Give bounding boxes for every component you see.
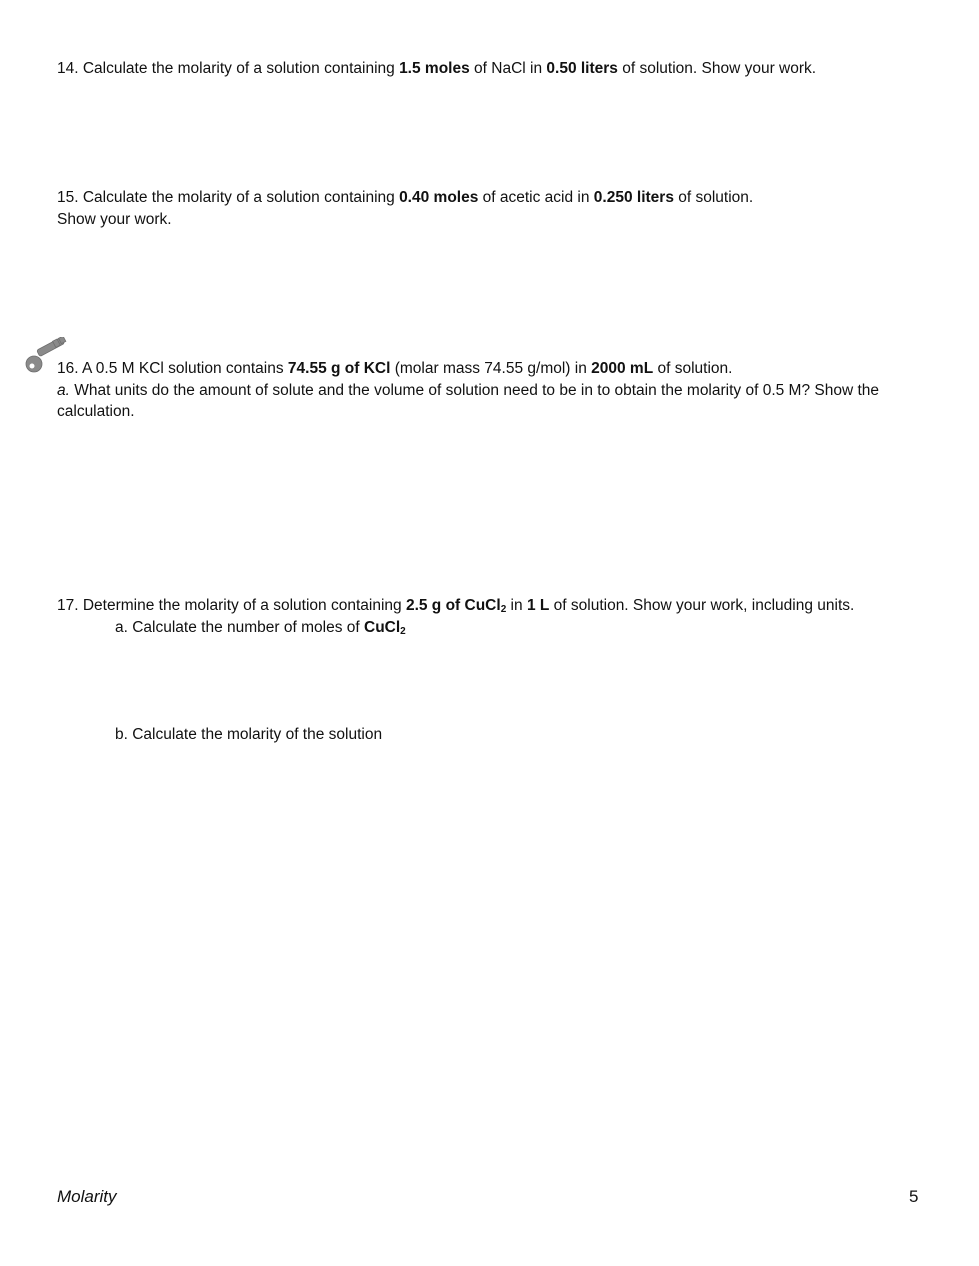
- question-16-bold-mass: 74.55 g of KCl: [287, 360, 391, 377]
- question-15-text: 15. Calculate the molarity of a solution containing: [57, 189, 400, 206]
- question-17: [57, 595, 927, 617]
- question-16a-label: a.: [57, 381, 70, 399]
- question-17a-text: a. Calculate the number of moles of: [115, 619, 364, 636]
- question-14-bold-moles: 1.5 moles: [399, 60, 470, 77]
- question-14-text: 14. Calculate the molarity of a solution containing: [57, 60, 400, 77]
- footer-title: Molarity: [57, 1187, 117, 1206]
- question-17-text: 17. Determine the molarity of a solution containing: [57, 597, 406, 614]
- question-14-bold-volume: 0.50 liters: [546, 60, 618, 77]
- question-17a-formula: CuCl$_2$: [364, 619, 406, 637]
- question-15-text-mid: of acetic acid in: [478, 189, 594, 206]
- question-17-bold-volume: 1 L: [526, 597, 550, 614]
- question-15-bold-moles: 0.40 moles: [399, 189, 479, 206]
- question-15-instruction: Show your work.: [57, 210, 172, 228]
- question-15-text-end: of solution.: [673, 189, 754, 206]
- question-17a: [115, 617, 915, 639]
- question-14-text-mid: of NaCl in: [469, 60, 547, 77]
- question-17-text-mid: in: [506, 597, 527, 614]
- page-number: 5: [909, 1187, 919, 1206]
- question-17-text-end: of solution. Show your work, including units.: [549, 597, 855, 614]
- question-16a-text: What units do the amount of solute and the volume of solution need to be in to obtain the molarity of 0.5 M? Show the calculation.: [57, 381, 880, 420]
- question-17b-text: b. Calculate the molarity of the solution: [115, 726, 383, 743]
- question-17-bold-mass: 2.5 g of CuCl$_2$: [405, 597, 507, 615]
- question-15-bold-volume: 0.250 liters: [593, 189, 674, 206]
- question-16-text-end: of solution.: [653, 360, 733, 377]
- question-16: [57, 358, 927, 423]
- question-14: [57, 58, 927, 80]
- question-16-bold-volume: 2000 mL: [591, 360, 654, 377]
- question-15: [57, 187, 927, 230]
- question-16-text: 16. A 0.5 M KCl solution contains: [57, 360, 288, 377]
- question-17b: [115, 724, 915, 746]
- question-16-text-mid: (molar mass 74.55 g/mol) in: [390, 360, 592, 377]
- question-14-text-end: of solution. Show your work.: [617, 60, 817, 77]
